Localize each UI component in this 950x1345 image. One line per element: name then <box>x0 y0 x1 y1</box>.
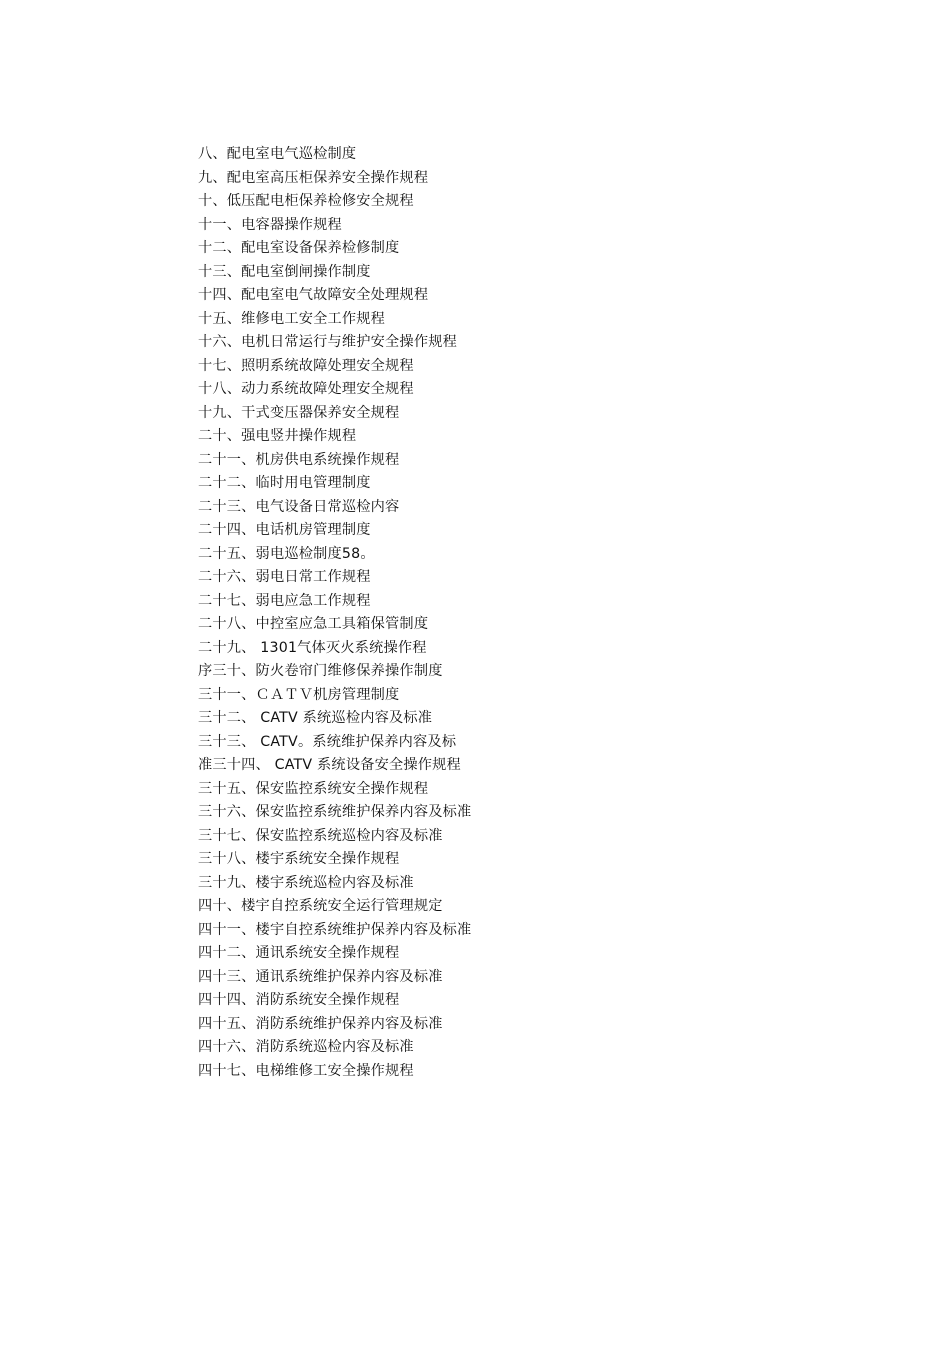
toc-item: 四十一、楼宇自控系统维护保养内容及标准 <box>198 921 472 938</box>
toc-item: 四十七、电梯维修工安全操作规程 <box>198 1062 414 1079</box>
toc-item: 二十三、电气设备日常巡检内容 <box>198 498 400 515</box>
toc-item: 十、低压配电柜保养检修安全规程 <box>198 193 414 209</box>
toc-item: 四十六、消防系统巡检内容及标准 <box>198 1039 414 1055</box>
toc-item: 三十九、楼宇系统巡检内容及标准 <box>198 874 414 891</box>
toc-item: 二十一、机房供电系统操作规程 <box>198 451 400 468</box>
toc-item: 三十六、保安监控系统维护保养内容及标准 <box>198 804 472 820</box>
toc-item: 八、配电室电气巡检制度 <box>198 146 357 162</box>
toc-item: 三十七、保安监控系统巡检内容及标准 <box>198 827 443 844</box>
toc-item: 三十二、 CATV 系统巡检内容及标准 <box>198 710 433 726</box>
toc-item: 二十九、 1301气体灭火系统操作程 <box>198 639 427 656</box>
toc-item: 二十四、电话机房管理制度 <box>198 522 371 538</box>
toc-item: 二十六、弱电日常工作规程 <box>198 569 371 585</box>
toc-item: 四十二、通讯系统安全操作规程 <box>198 945 400 961</box>
toc-item: 十一、电容器操作规程 <box>198 216 342 233</box>
toc-item: 四十四、消防系统安全操作规程 <box>198 992 400 1008</box>
toc-item: 序三十、防火卷帘门维修保养操作制度 <box>198 663 443 679</box>
toc-item: 二十五、弱电巡检制度58。 <box>198 545 375 562</box>
toc-item: 十八、动力系统故障处理安全规程 <box>198 381 414 397</box>
table-of-contents <box>198 143 518 1083</box>
toc-item: 二十八、中控室应急工具箱保管制度 <box>198 616 429 632</box>
toc-item: 十四、配电室电气故障安全处理规程 <box>198 287 429 303</box>
toc-item: 三十八、楼宇系统安全操作规程 <box>198 851 400 867</box>
toc-item: 二十二、临时用电管理制度 <box>198 475 371 491</box>
toc-item: 准三十四、 CATV 系统设备安全操作规程 <box>198 757 461 773</box>
toc-item: 四十三、通讯系统维护保养内容及标准 <box>198 968 443 985</box>
toc-item: 三十一、ＣＡＴＶ机房管理制度 <box>198 686 400 703</box>
toc-item: 三十五、保安监控系统安全操作规程 <box>198 780 429 797</box>
toc-item: 三十三、 CATV。系统维护保养内容及标 <box>198 733 457 750</box>
toc-item: 二十七、弱电应急工作规程 <box>198 592 371 609</box>
toc-item: 四十五、消防系统维护保养内容及标准 <box>198 1015 443 1032</box>
toc-item: 十五、维修电工安全工作规程 <box>198 310 386 327</box>
toc-item: 九、配电室高压柜保养安全操作规程 <box>198 169 429 186</box>
toc-item: 十九、干式变压器保养安全规程 <box>198 404 400 421</box>
toc-item: 十三、配电室倒闸操作制度 <box>198 263 371 280</box>
toc-item: 四十、楼宇自控系统安全运行管理规定 <box>198 898 443 914</box>
toc-item: 十六、电机日常运行与维护安全操作规程 <box>198 334 457 350</box>
toc-item: 十二、配电室设备保养检修制度 <box>198 240 400 256</box>
toc-item: 十七、照明系统故障处理安全规程 <box>198 357 414 374</box>
toc-item: 二十、强电竖井操作规程 <box>198 428 357 444</box>
